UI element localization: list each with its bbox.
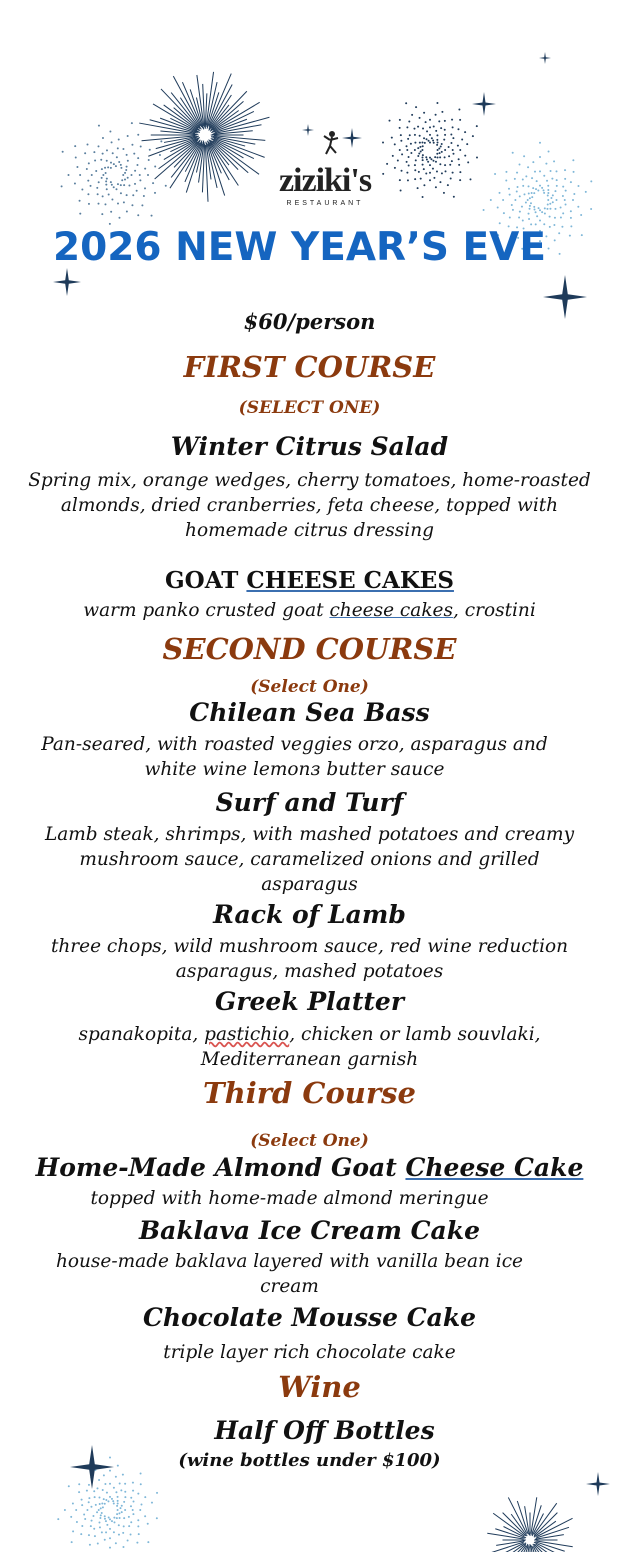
dish-description: Mediterranean garnish	[200, 1049, 419, 1070]
desc-part: cheese cakes	[329, 600, 453, 621]
firework-burst-icon	[382, 102, 478, 198]
firework-burst-icon	[139, 72, 269, 202]
dish-name-part: Home-Made Almond Goat	[35, 1153, 406, 1182]
dish-name: Baklava Ice Cream Cake	[139, 1216, 480, 1245]
dish-description	[0, 1022, 619, 1047]
dish-name: Winter Citrus Salad	[170, 432, 449, 461]
dish-description: asparagus	[261, 874, 358, 895]
dish-description: cream	[260, 1276, 319, 1297]
desc-part: spanakopita,	[78, 1024, 205, 1045]
wine-offer: Half Off Bottles	[214, 1416, 435, 1445]
page-title: 2026 NEW YEAR’S EVE	[52, 225, 547, 270]
dish-name: Surf and Turf	[215, 788, 404, 817]
price-per-person: $60/person	[243, 309, 376, 334]
third-course-heading: Third Course	[203, 1076, 416, 1110]
dish-description: triple layer rich chocolate cake	[163, 1342, 456, 1363]
second-course-select-note: (Select One)	[250, 677, 369, 697]
first-course-select-note: (SELECT ONE)	[238, 398, 381, 418]
dish-description: mushroom sauce, caramelized onions and grilled	[79, 849, 540, 870]
wine-heading: Wine	[278, 1370, 361, 1404]
desc-part: warm panko crusted goat	[83, 600, 330, 621]
dish-description: Spring mix, orange wedges, cherry tomatoes, home-roasted	[28, 470, 591, 491]
dish-name: Rack of Lamb	[213, 900, 406, 929]
dish-name: Chocolate Mousse Cake	[142, 1303, 477, 1332]
dish-description: topped with home-made almond meringue	[90, 1188, 489, 1209]
desc-part: , crostini	[452, 600, 536, 621]
second-course-heading: SECOND COURSE	[162, 632, 457, 666]
logo-wordmark: ziziki's	[278, 162, 372, 199]
desc-part: pastichio	[204, 1024, 290, 1045]
logo-subtitle: RESTAURANT	[286, 200, 364, 207]
dancer-figure-icon	[270, 126, 380, 156]
dish-description: Lamb steak, shrimps, with mashed potatoes and creamy	[44, 824, 575, 845]
firework-burst-icon	[487, 1497, 572, 1552]
first-course-heading: FIRST COURSE	[183, 350, 436, 384]
desc-part: , chicken or lamb souvlaki,	[289, 1024, 541, 1045]
dish-description: Pan-seared, with roasted veggies orzo, asparagus and	[41, 734, 548, 755]
dish-description: house-made baklava layered with vanilla bean ice	[55, 1251, 524, 1272]
dish-description: white wine lemonз butter sauce	[144, 759, 445, 780]
restaurant-logo	[270, 140, 380, 215]
dish-name-part: GOAT	[165, 567, 247, 594]
dish-description: asparagus, mashed potatoes	[175, 961, 444, 982]
dish-name	[0, 1153, 619, 1182]
dish-description: homemade citrus dressing	[185, 520, 434, 541]
dish-name-part: CHEESE CAKES	[246, 567, 454, 594]
firework-burst-icon	[61, 122, 167, 233]
dish-name: Chilean Sea Bass	[189, 698, 430, 727]
dish-name	[0, 567, 619, 594]
third-course-select-note: (Select One)	[250, 1131, 369, 1151]
dish-description: almonds, dried cranberries, feta cheese, topped with	[60, 495, 559, 516]
dish-description: three chops, wild mushroom sauce, red wine reduction	[50, 936, 569, 957]
wine-offer-note: (wine bottles under $100)	[178, 1450, 441, 1471]
dish-description	[0, 598, 619, 623]
dish-name-part: Cheese Cake	[405, 1153, 584, 1182]
dish-name: Greek Platter	[214, 987, 405, 1016]
